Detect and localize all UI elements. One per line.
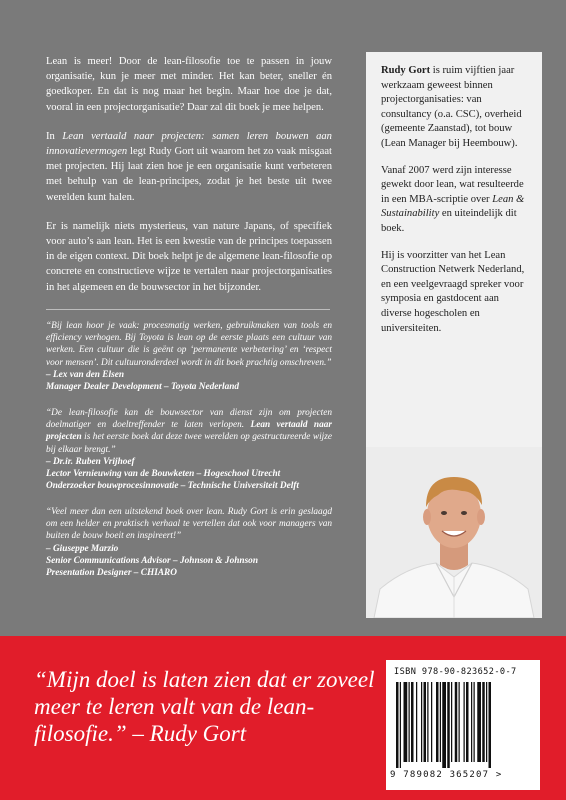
author-bio-p1 — [381, 64, 531, 152]
author-quote: “Mijn doel is laten zien dat er zoveel meer te leren valt van de lean-filosofie.” – Rudy Gort — [34, 667, 375, 746]
endorsement-1-author: – Lex van den Elsen — [46, 370, 124, 381]
endorsement-1-role: Manager Dealer Development – Toyota Nederland — [46, 382, 240, 393]
endorsement-1 — [46, 320, 332, 394]
endorsement-2-text-post: is het eerste boek dat deze twee werelden op gestructureerde wijze bij elkaar brengt.” — [46, 432, 332, 455]
endorsement-3-text: “Veel meer dan een uitstekend boek over lean. Rudy Gort is erin geslaagd om een helder en praktisch verhaal te vertellen dat ook voor managers van buiten de bouw boeit en inspireert!” — [46, 506, 332, 542]
endorsement-2 — [46, 407, 332, 493]
isbn-barcode-box — [386, 660, 540, 790]
endorsement-3-role-2: Presentation Designer – CHIARO — [46, 568, 177, 579]
author-bio-p2 — [381, 164, 531, 237]
endorsement-2-author: – Dr.ir. Ruben Vrijhoef — [46, 456, 135, 467]
intro-paragraph-1: Lean is meer! Door de lean-filosofie toe te passen in jouw organisatie, kun je meer met minder. Het kan beter, sneller én goedkoper. En dat is nog maar het begin. Maar hoe doe je dat, vooral in een projectorganisatie? Daar zal dit boek je mee helpen. — [46, 56, 332, 113]
endorsement-2-text-pre: “De lean-filosofie kan de bouwsector van dienst zijn om projecten doelmatiger en doeltreffender te laten verlopen. — [46, 407, 332, 430]
book-title: Lean vertaald naar projecten: samen leren bouwen aan innovatievermogen — [46, 130, 332, 158]
red-band — [0, 636, 566, 800]
endorsement-3-author: – Giuseppe Marzio — [46, 543, 119, 554]
author-bio-p2-post: en uiteindelijk dit boek. — [381, 208, 517, 234]
intro-paragraph-2 — [46, 129, 332, 205]
divider — [46, 309, 330, 310]
barcode-digits: 9 789082 365207 > — [390, 770, 503, 780]
endorsement-2-role-2: Onderzoeker bouwprocesinnovatie – Technische Universiteit Delft — [46, 481, 299, 492]
author-bio-p2-pre: Vanaf 2007 werd zijn interesse gewekt door lean, wat resulteerde in een MBA-scriptie over — [381, 164, 524, 205]
author-bio-p1-rest: is ruim vijftien jaar werkzaam geweest binnen projectorganisaties: van consultancy (o.a. CSC), overheid (gemeente Zaanstad), tot bouw (Lean Manager bij Heembouw). — [381, 65, 522, 149]
back-cover-text — [46, 54, 332, 592]
endorsement-3-role-1: Senior Communications Advisor – Johnson & Johnson — [46, 555, 259, 566]
barcode-icon — [394, 682, 532, 768]
isbn-label: ISBN 978-90-823652-0-7 — [394, 667, 517, 677]
endorsement-2-role-1: Lector Vernieuwing van de Bouwketen – Hogeschool Utrecht — [46, 469, 281, 480]
author-name: Rudy Gort — [381, 65, 431, 76]
thesis-title: Lean & Sustainability — [381, 193, 525, 220]
intro-p2-prefix: In — [46, 130, 63, 142]
endorsement-2-book-title: Lean vertaald naar projecten — [46, 419, 333, 443]
intro-p2-rest: legt Rudy Gort uit waarom het zo vaak misgaat met projecten. Hij laat zien hoe je een organisatie kunt verbeteren met behulp van de lean-principes, zodat je het beste uit twee werelden kunt halen. — [46, 146, 332, 203]
author-bio — [381, 64, 531, 348]
endorsement-3 — [46, 506, 332, 580]
endorsement-1-text: “Bij lean hoor je vaak: procesmatig werken, gebruikmaken van tools en efficiency verhogen. Bij Toyota is lean op de eerste plaats een cultuur van werken. Een cultuur die is geënt op ‘permanente verbetering’ en ‘respect voor mensen’. Dit cultuuronderdeel wordt in dit boek prachtig omschreven.” — [46, 320, 332, 368]
endorsement-2-text — [46, 407, 332, 456]
author-panel — [366, 52, 542, 618]
intro-paragraph-3: Er is namelijk niets mysterieus, van nature Japans, of specifiek voor auto’s aan lean. Het is een kwestie van de principes toepassen in de eigen context. Dit boek helpt je de algemene lean-filosofie op concrete en constructieve wijze te vertalen naar projectorganisaties in het algemeen en de bouwsector in het bijzonder. — [46, 220, 332, 293]
author-bio-p3: Hij is voorzitter van het Lean Construction Netwerk Nederland, en een veelgevraagd spreker voor symposia en gastdocent aan diverse hogescholen en universiteiten. — [381, 249, 525, 334]
author-photo — [366, 447, 542, 618]
